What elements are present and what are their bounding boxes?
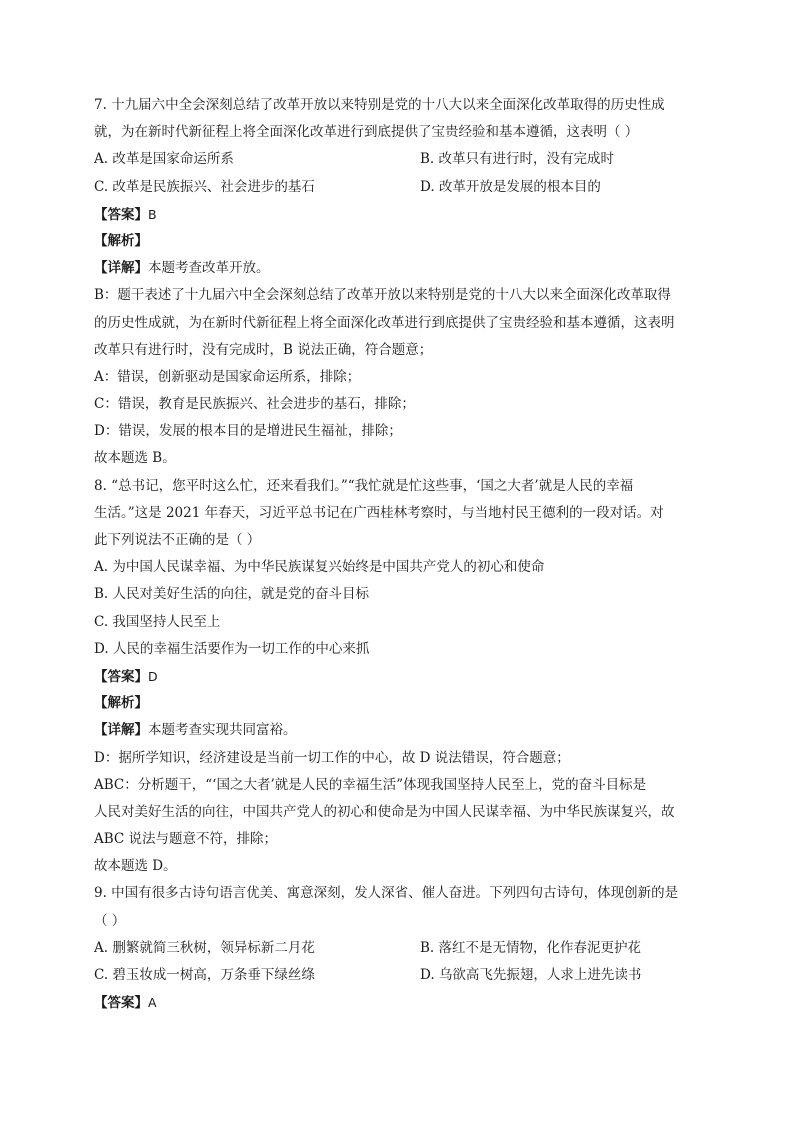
analysis-line — [94, 228, 704, 255]
explanation-line: B：题干表述了十九届六中全会深刻总结了改革开放以来特别是党的十八大以来全面深化改革取得 — [94, 287, 671, 304]
analysis-line — [94, 690, 704, 717]
explanation-line: 故本题选 D。 — [94, 858, 177, 875]
detail-tag: 【详解】 — [94, 260, 148, 277]
question-stem-line: 就，为在新时代新征程上将全面深化改革进行到底提供了宝贵经验和基本遵循，这表明（ ） — [94, 124, 639, 141]
option-d: D. 人民的幸福生活要作为一切工作的中心来抓 — [94, 640, 370, 657]
analysis-tag: 【解析】 — [94, 232, 148, 249]
option-a: A. 为中国人民谋幸福、为中华民族谋复兴始终是中国共产党人的初心和使命 — [94, 559, 545, 576]
answer-value: D — [148, 668, 158, 684]
explanation-line: 的历史性成就，为在新时代新征程上将全面深化改革进行到底提供了宝贵经验和基本遵循，这表明 — [94, 314, 675, 331]
explanation-line: 故本题选 B。 — [94, 450, 176, 467]
explanation-line: D：错误，发展的根本目的是增进民生福祉，排除； — [94, 423, 402, 440]
analysis-tag: 【解析】 — [94, 695, 148, 712]
detail-tag: 【详解】 — [94, 722, 148, 739]
explanation-line: C：错误，教育是民族振兴、社会进步的基石，排除； — [94, 396, 415, 413]
option-c: C. 我国坚持人民至上 — [94, 613, 221, 630]
question-9 — [94, 880, 704, 1016]
question-stem-line: 生活。”这是 2021 年春天，习近平总书记在广西桂林考察时，与当地村民王德利的一段对话。对 — [94, 504, 664, 521]
answer-value: B — [148, 206, 157, 222]
answer-line — [94, 989, 704, 1016]
explanation-line: A：错误，创新驱动是国家命运所系，排除； — [94, 368, 361, 385]
explanation-line: ABC 说法与题意不符，排除； — [94, 831, 278, 848]
option-a: A. 改革是国家命运所系 — [94, 151, 234, 168]
options-row — [94, 146, 704, 173]
answer-line — [94, 663, 704, 690]
question-7 — [94, 92, 704, 473]
answer-tag: 【答案】 — [94, 668, 148, 685]
options-row — [94, 174, 704, 201]
options-row — [94, 962, 704, 989]
answer-line — [94, 201, 704, 228]
detail-intro: 本题考查实现共同富裕。 — [148, 722, 297, 739]
option-c: C. 碧玉妆成一树高，万条垂下绿丝绦 — [94, 967, 315, 983]
answer-tag: 【答案】 — [94, 206, 148, 223]
detail-line — [94, 255, 704, 282]
question-stem-line: 此下列说法不正确的是（ ） — [94, 532, 261, 548]
explanation-line: ABC：分析题干，“‘国之大者’就是人民的幸福生活”体现我国坚持人民至上，党的奋斗目标是 — [94, 776, 647, 793]
explanation-line: D：据所学知识，经济建设是当前一切工作的中心，故 D 说法错误，符合题意； — [94, 749, 570, 766]
explanation-line: 人民对美好生活的向往，中国共产党人的初心和使命是为中国人民谋幸福、为中华民族谋复兴，故 — [94, 803, 675, 820]
option-c: C. 改革是民族振兴、社会进步的基石 — [94, 178, 315, 195]
options-row — [94, 935, 704, 962]
document-page — [94, 92, 704, 1016]
option-b: B. 改革只有进行时，没有完成时 — [420, 151, 615, 168]
option-d: D. 改革开放是发展的根本目的 — [420, 178, 601, 195]
question-stem-line: 9. 中国有很多古诗句语言优美、寓意深刻，发人深省、催人奋进。下列四句古诗句，体现创新的是 — [94, 885, 679, 902]
option-a: A. 删繁就简三秋树，领异标新二月花 — [94, 939, 315, 956]
option-b: B. 人民对美好生活的向往，就是党的奋斗目标 — [94, 586, 370, 603]
option-b: B. 落红不是无情物，化作春泥更护花 — [420, 939, 642, 956]
detail-intro: 本题考查改革开放。 — [148, 260, 270, 277]
question-stem-line: 8. “总书记，您平时这么忙，还来看我们。”“我忙就是忙这些事，‘国之大者’就是人民的幸福 — [94, 477, 634, 494]
detail-line — [94, 717, 704, 744]
question-stem-line: 7. 十九届六中全会深刻总结了改革开放以来特别是党的十八大以来全面深化改革取得的历史性成 — [94, 97, 665, 113]
answer-value: A — [148, 995, 157, 1011]
answer-tag: 【答案】 — [94, 995, 148, 1012]
option-d: D. 乌欲高飞先振翅，人求上进先读书 — [420, 967, 642, 983]
explanation-line: 改革只有进行时，没有完成时，B 说法正确，符合题意； — [94, 341, 433, 358]
question-8 — [94, 473, 704, 881]
question-stem-line: （ ） — [94, 912, 126, 929]
